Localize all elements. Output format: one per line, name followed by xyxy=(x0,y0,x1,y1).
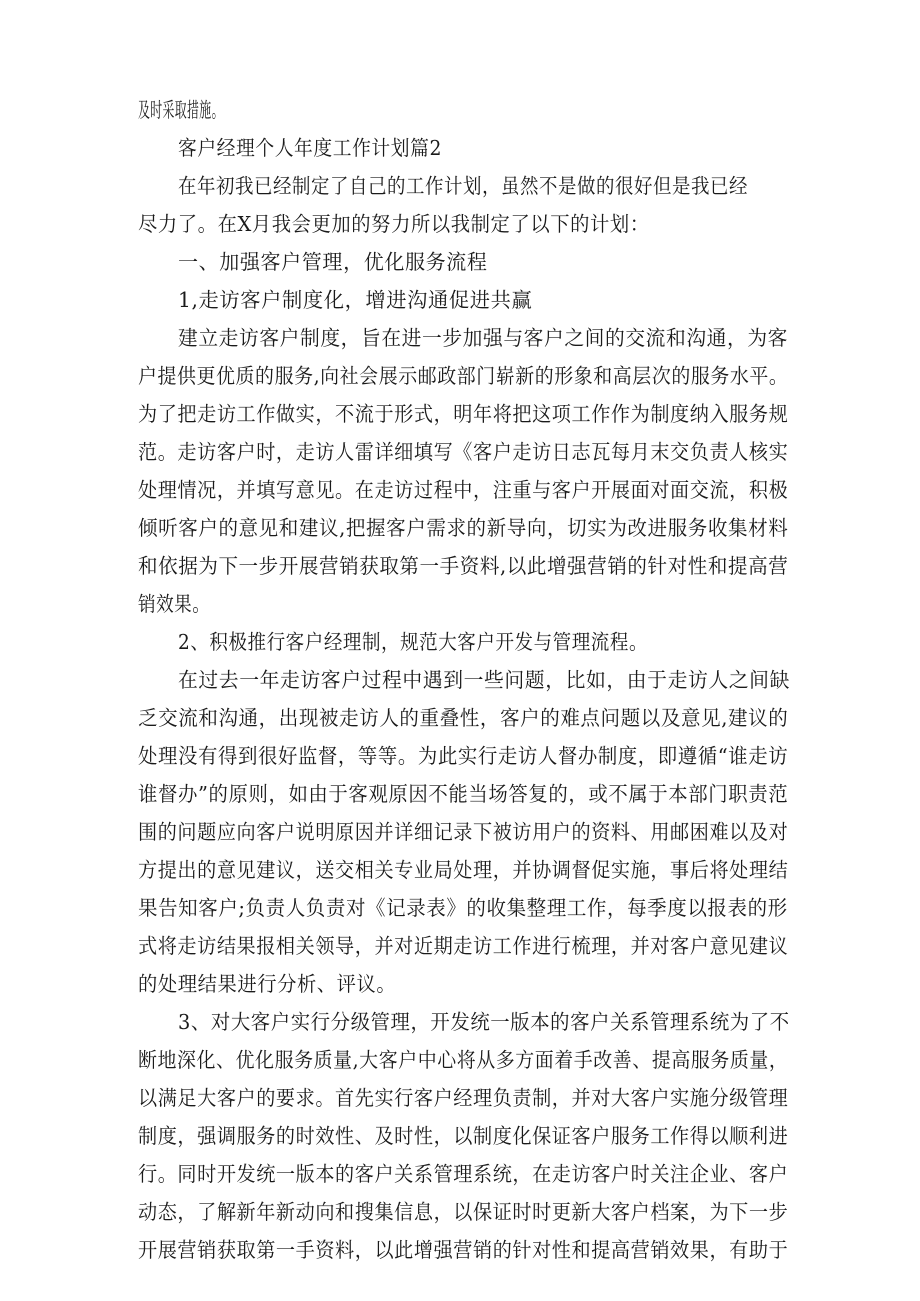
text-line: 范。走访客户时，走访人雷详细填写《客户走访日志瓦每月末交负责人核实 xyxy=(138,440,789,464)
text-line: 及时采取措施。 xyxy=(138,98,224,122)
text-line: 销效果。 xyxy=(138,592,211,616)
text-line: 的处理结果进行分析、评议。 xyxy=(138,972,397,996)
text-line: 在年初我已经制定了自己的工作计划，虽然不是做的很好但是我已经 xyxy=(178,174,749,198)
text-line: 在过去一年走访客户过程中遇到一些问题，比如，由于走访人之间缺 xyxy=(178,668,790,692)
text-line: 乏交流和沟通，出现被走访人的重叠性，客户的难点问题以及意见,建议的 xyxy=(138,706,789,730)
text-line: 行。同时开发统一版本的客户关系管理系统，在走访客户时关注企业、客户 xyxy=(138,1162,789,1186)
text-line: 和依据为下一步开展营销获取第一手资料,以此增强营销的针对性和提高营 xyxy=(138,554,789,578)
text-line: 动态，了解新年新动向和搜集信息，以保证时时更新大客户档案，为下一步 xyxy=(138,1200,789,1224)
text-line: 倾听客户的意见和建议,把握客户需求的新导向，切实为改进服务收集材料 xyxy=(138,516,789,540)
text-line: 尽力了。在X月我会更加的努力所以我制定了以下的计划： xyxy=(138,212,650,236)
text-line: 果告知客户;负责人负责对《记录表》的收集整理工作，每季度以报表的形 xyxy=(138,896,788,920)
text-line: 制度，强调服务的时效性、及时性，以制度化保证客户服务工作得以顺利进 xyxy=(138,1124,789,1148)
text-line: 围的问题应向客户说明原因并详细记录下被访用户的资料、用邮困难以及对 xyxy=(138,820,789,844)
text-line: 户提供更优质的服务,向社会展示邮政部门崭新的形象和高层次的服务水平。 xyxy=(138,364,789,388)
text-line: 处理情况，并填写意见。在走访过程中，注重与客户开展面对面交流，积极 xyxy=(138,478,789,502)
text-line: 客户经理个人年度工作计划篇2 xyxy=(178,136,442,160)
text-line: 2、积极推行客户经理制，规范大客户开发与管理流程。 xyxy=(178,630,649,654)
text-line: 为了把走访工作做实，不流于形式，明年将把这项工作作为制度纳入服务规 xyxy=(138,402,789,426)
text-line: 处理没有得到很好监督，等等。为此实行走访人督办制度，即遵循“谁走访 xyxy=(138,744,789,768)
text-line: 开展营销获取第一手资料，以此增强营销的针对性和提高营销效果，有助于 xyxy=(138,1238,789,1262)
text-line: 断地深化、优化服务质量,大客户中心将从多方面着手改善、提高服务质量， xyxy=(138,1048,789,1072)
text-line: 3、对大客户实行分级管理，开发统一版本的客户关系管理系统为了不 xyxy=(178,1010,790,1034)
text-line: 方提出的意见建议，送交相关专业局处理，并协调督促实施，事后将处理结 xyxy=(138,858,789,882)
text-line: 以满足大客户的要求。首先实行客户经理负责制，并对大客户实施分级管理 xyxy=(138,1086,789,1110)
text-line: 谁督办”的原则，如由于客观原因不能当场答复的，或不属于本部门职责范 xyxy=(138,782,789,806)
text-line: 建立走访客户制度，旨在进一步加强与客户之间的交流和沟通，为客 xyxy=(178,326,789,350)
text-line: 1,走访客户制度化，增进沟通促进共赢 xyxy=(178,288,533,312)
text-line: 一、加强客户管理，优化服务流程 xyxy=(178,250,488,274)
text-line: 式将走访结果报相关领导，并对近期走访工作进行梳理，并对客户意见建议 xyxy=(138,934,789,958)
